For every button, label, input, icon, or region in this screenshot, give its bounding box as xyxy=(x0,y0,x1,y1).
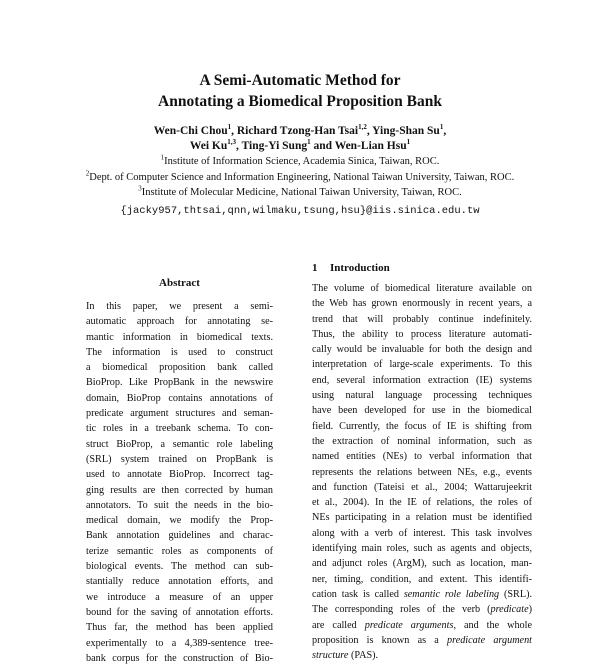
italic-term: predicate arguments xyxy=(364,619,454,631)
affiliation-mark: 2 xyxy=(85,169,90,177)
intro-line: field. Currently, the focus of IE is shifting from xyxy=(312,420,532,432)
abstract-line: In this paper, we present a semi- xyxy=(86,301,273,312)
author-name: Ying-Shan Su xyxy=(372,125,440,137)
abstract-line: struct BioProp, a semantic role labeling xyxy=(86,438,273,450)
author-list xyxy=(0,124,600,154)
italic-term: structure xyxy=(312,650,349,662)
intro-line: end, several information extraction (IE) systems xyxy=(312,374,532,386)
introduction-body xyxy=(312,281,532,663)
author-affiliation-mark: 1,3 xyxy=(227,138,237,147)
intro-line: proposition is known as a predicate argument xyxy=(312,634,532,646)
abstract-line: Thus far, the method has been applied xyxy=(86,622,273,634)
intro-line: Thus, the ability to process literature automati- xyxy=(312,328,532,340)
abstract-line: domain, BioProp contains annotations of xyxy=(86,392,273,404)
section-number: 1 xyxy=(312,262,318,274)
intro-line: represents the relations between NEs, e.g., events xyxy=(312,466,532,478)
intro-line: have been developed for use in the biomedical xyxy=(312,405,532,417)
author-name: Wen-Chi Chou xyxy=(153,125,228,137)
abstract-line: terize semantic roles as components of xyxy=(86,545,273,557)
affiliation-text: Institute of Information Science, Academia Sinica, Taiwan, ROC. xyxy=(164,156,440,167)
title-line-2: Annotating a Biomedical Proposition Bank xyxy=(158,93,442,110)
author-affiliation-mark: 1 xyxy=(307,138,311,147)
author-affiliation-mark: 1 xyxy=(406,138,411,147)
section-title: Introduction xyxy=(330,262,390,274)
italic-term: semantic role labeling xyxy=(403,588,500,600)
affiliation-line xyxy=(0,154,600,170)
intro-line: interpretation of large-scale experiments. To this xyxy=(312,359,532,371)
abstract-line: automatic approach for annotating se- xyxy=(86,316,273,328)
abstract-line: experimentally to a 4,389-sentence tree- xyxy=(86,637,273,649)
affiliation-mark: 3 xyxy=(138,184,142,193)
intro-line: structure (PAS). xyxy=(312,650,379,662)
intro-line: et al., 2004). In the IE of relations, the roles of xyxy=(312,497,532,509)
abstract-line: we introduce a measure of an upper xyxy=(86,591,273,603)
introduction-section xyxy=(312,261,532,663)
author-affiliation-mark: 1 xyxy=(227,123,232,132)
affiliation-text: Dept. of Computer Science and Information Engineering, National Taiwan University, Taiwan, ROC. xyxy=(89,171,515,183)
abstract-heading: Abstract xyxy=(159,277,200,289)
intro-line: The volume of biomedical literature available on xyxy=(312,283,532,294)
abstract-line: biological events. The method can sub- xyxy=(86,561,273,573)
email-addresses: {jacky957,thtsai,qnn,wilmaku,tsung,hsu}@iis.sinica.edu.tw xyxy=(120,205,480,217)
author-name: Wei Ku xyxy=(189,140,228,152)
intro-line: the Web has grown enormously in recent years, a xyxy=(312,298,532,310)
abstract-line: mantic information in biomedical texts. xyxy=(86,331,273,343)
intro-line: identifying main roles, such as agents and objects, xyxy=(312,543,532,555)
italic-term: predicate xyxy=(490,604,529,616)
title-line-1: A Semi-Automatic Method for xyxy=(199,72,401,89)
affiliation-text: Institute of Molecular Medicine, National Taiwan University, Taiwan, ROC. xyxy=(141,187,462,198)
affiliations xyxy=(0,154,600,201)
intro-line: NEs participating in a relation must be identified xyxy=(312,512,532,524)
paper-title xyxy=(0,70,600,112)
abstract-line: bank corpus for the construction of Bio- xyxy=(86,652,273,664)
intro-line: ner, timing, condition, and extent. This identifi- xyxy=(312,573,532,585)
abstract-line: (SRL) system trained on PropBank is xyxy=(86,453,273,465)
author-name: Wen-Lian Hsu xyxy=(334,140,407,152)
abstract-line: tic roles in a treebank schema. To con- xyxy=(86,423,273,435)
intro-line: the extraction of nominal information, such as xyxy=(312,435,532,447)
author-name: Richard Tzong-Han Tsai xyxy=(236,125,359,137)
abstract-line: The information is used to construct xyxy=(86,346,273,358)
intro-line: along with a verb of interest. This task involves xyxy=(312,527,532,539)
abstract-line: a biomedical proposition bank called xyxy=(86,362,273,374)
abstract-line: BioProp. Like PropBank in the newswire xyxy=(86,377,273,389)
intro-line: are called predicate arguments, and the whole xyxy=(312,619,532,631)
abstract-line: ging results are then corrected by human xyxy=(86,484,273,496)
intro-line: named entities (NEs) to verbal information that xyxy=(312,451,532,463)
abstract-line: used to annotate BioProp. Incorrect tag- xyxy=(86,469,273,481)
author-affiliation-mark: 1 xyxy=(439,123,444,132)
abstract-line: medical domain, we modify the Prop- xyxy=(86,515,273,527)
abstract-line: Bank annotation guidelines and charac- xyxy=(86,530,273,542)
intro-line: cation task is called semantic role labeling (SRL). xyxy=(312,588,532,600)
intro-line: using natural language processing techniques xyxy=(312,390,532,402)
author-affiliation-mark: 1,2 xyxy=(358,123,367,132)
abstract-line: bound for the saving of annotation efforts. xyxy=(86,606,273,618)
authors-line-2: Wei Ku$^{1,3}$, Ting-Yi Sung$^1$ and Wen-Lian Hsu$^1$ xyxy=(189,138,411,152)
abstract-line: stantially reduce annotation efforts, and xyxy=(86,576,273,588)
intro-line: and adjunct roles (ArgM), such as location, man- xyxy=(312,558,532,570)
affiliation-mark: 1 xyxy=(160,153,165,162)
affiliation-line xyxy=(0,185,600,201)
intro-line: cally would be invaluable for both the design and xyxy=(312,344,532,356)
authors-line-1: Wen-Chi Chou$^1$, Richard Tzong-Han Tsai$^{1,2}$, Ying-Shan Su$^1$, xyxy=(153,123,447,137)
abstract-section xyxy=(86,276,273,666)
italic-term: predicate argument xyxy=(447,634,532,646)
author-name: Ting-Yi Sung xyxy=(241,140,308,152)
affiliation-line xyxy=(0,170,600,186)
abstract-line: annotators. To suit the needs in the bio- xyxy=(86,499,273,511)
intro-line: trend that will probably continue indefinitely. xyxy=(312,313,532,325)
abstract-line: predicate argument structures and seman- xyxy=(86,408,273,420)
intro-line: The corresponding roles of the verb (predicate) xyxy=(312,604,532,616)
intro-line: and function (Tateisi et al., 2004; Wattarujeekrit xyxy=(312,481,532,493)
introduction-heading xyxy=(312,261,532,275)
abstract-body xyxy=(86,299,273,666)
